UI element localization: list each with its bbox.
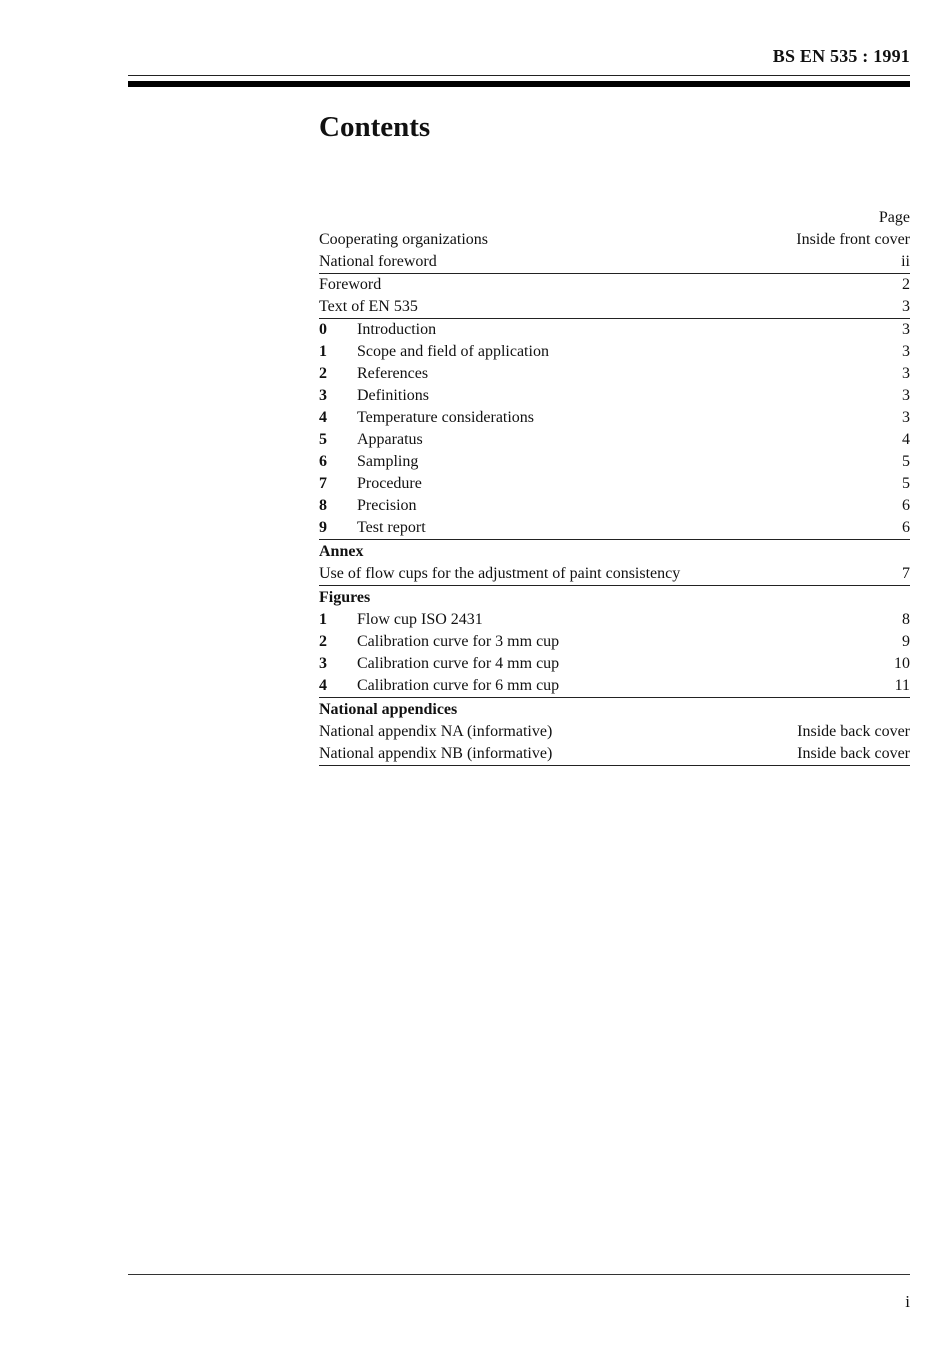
appendix-label: National appendix NB (informative) xyxy=(319,745,553,762)
toc-entry-label: Foreword xyxy=(319,276,382,293)
toc-section-entry[interactable] xyxy=(319,319,910,341)
figure-number: 2 xyxy=(319,633,327,650)
toc-section-entry[interactable] xyxy=(319,517,910,540)
section-page: 3 xyxy=(902,343,910,360)
annex-heading: Annex xyxy=(319,543,364,560)
toc-entry-page: 3 xyxy=(902,298,910,315)
toc-entry-cooperating-organizations[interactable] xyxy=(319,229,910,251)
header-thin-rule xyxy=(128,75,910,76)
toc-section-entry[interactable] xyxy=(319,429,910,451)
section-label: Sampling xyxy=(357,453,419,470)
section-label: Scope and field of application xyxy=(357,343,549,360)
toc-appendix-entry[interactable] xyxy=(319,721,910,743)
section-number: 9 xyxy=(319,519,327,536)
toc-section-entry[interactable] xyxy=(319,407,910,429)
section-label: Test report xyxy=(357,519,426,536)
figure-number: 4 xyxy=(319,677,327,694)
toc-figure-entry[interactable] xyxy=(319,653,910,675)
toc-entry-text-of-en[interactable] xyxy=(319,296,910,319)
figure-label: Flow cup ISO 2431 xyxy=(357,611,483,628)
section-page: 5 xyxy=(902,453,910,470)
toc-entry-national-foreword[interactable] xyxy=(319,251,910,274)
toc-section-entry[interactable] xyxy=(319,495,910,517)
toc-entry-page: ii xyxy=(901,253,910,270)
figure-page: 8 xyxy=(902,611,910,628)
section-label: Temperature considerations xyxy=(357,409,535,426)
section-label: Definitions xyxy=(357,387,429,404)
national-appendices-heading: National appendices xyxy=(319,701,458,718)
figure-label: Calibration curve for 6 mm cup xyxy=(357,677,560,694)
toc-figure-entry[interactable] xyxy=(319,609,910,631)
standard-code: BS EN 535 : 1991 xyxy=(772,46,910,66)
section-number: 3 xyxy=(319,387,327,404)
section-number: 1 xyxy=(319,343,327,360)
section-label: References xyxy=(357,365,429,382)
appendix-page: Inside back cover xyxy=(797,723,910,740)
section-page: 3 xyxy=(902,409,910,426)
section-number: 5 xyxy=(319,431,327,448)
appendix-page: Inside back cover xyxy=(797,745,910,762)
page-title: Contents xyxy=(319,111,431,143)
figure-label: Calibration curve for 3 mm cup xyxy=(357,633,560,650)
annex-page: 7 xyxy=(902,565,910,582)
appendix-label: National appendix NA (informative) xyxy=(319,723,553,740)
section-label: Precision xyxy=(357,497,417,514)
figure-page: 11 xyxy=(894,677,910,694)
toc-entry-page: 2 xyxy=(902,276,910,293)
header-thick-rule xyxy=(128,81,910,87)
section-number: 2 xyxy=(319,365,327,382)
toc-entry-label: Text of EN 535 xyxy=(319,298,418,315)
toc-section-entry[interactable] xyxy=(319,473,910,495)
figure-page: 10 xyxy=(894,655,910,672)
section-page: 6 xyxy=(902,497,910,514)
figure-label: Calibration curve for 4 mm cup xyxy=(357,655,560,672)
section-number: 4 xyxy=(319,409,327,426)
section-page: 6 xyxy=(902,519,910,536)
annex-label: Use of flow cups for the adjustment of paint consistency xyxy=(319,565,681,582)
toc-figure-entry[interactable] xyxy=(319,631,910,653)
figure-page: 9 xyxy=(902,633,910,650)
section-number: 8 xyxy=(319,497,327,514)
toc-entry-label: National foreword xyxy=(319,253,437,270)
figure-number: 3 xyxy=(319,655,327,672)
toc-section-entry[interactable] xyxy=(319,451,910,473)
section-label: Procedure xyxy=(357,475,422,492)
toc-figure-entry[interactable] xyxy=(319,675,910,698)
section-page: 4 xyxy=(902,431,910,448)
section-page: 5 xyxy=(902,475,910,492)
section-label: Apparatus xyxy=(357,431,423,448)
page-number: i xyxy=(905,1292,910,1311)
toc-appendix-entry[interactable] xyxy=(319,743,910,766)
page-column-label: Page xyxy=(878,209,910,226)
figures-heading: Figures xyxy=(319,589,371,606)
toc-entry-foreword[interactable] xyxy=(319,274,910,296)
section-page: 3 xyxy=(902,387,910,404)
footer-rule xyxy=(128,1274,910,1275)
toc-entry-page: Inside front cover xyxy=(796,231,910,248)
section-label: Introduction xyxy=(357,321,437,338)
figure-number: 1 xyxy=(319,611,327,628)
toc-section-entry[interactable] xyxy=(319,385,910,407)
toc-section-entry[interactable] xyxy=(319,341,910,363)
section-number: 0 xyxy=(319,321,327,338)
section-number: 7 xyxy=(319,475,327,492)
toc-annex-entry[interactable] xyxy=(319,563,910,586)
section-number: 6 xyxy=(319,453,327,470)
section-page: 3 xyxy=(902,365,910,382)
section-page: 3 xyxy=(902,321,910,338)
toc-entry-label: Cooperating organizations xyxy=(319,231,488,248)
toc-section-entry[interactable] xyxy=(319,363,910,385)
table-of-contents xyxy=(319,207,910,766)
